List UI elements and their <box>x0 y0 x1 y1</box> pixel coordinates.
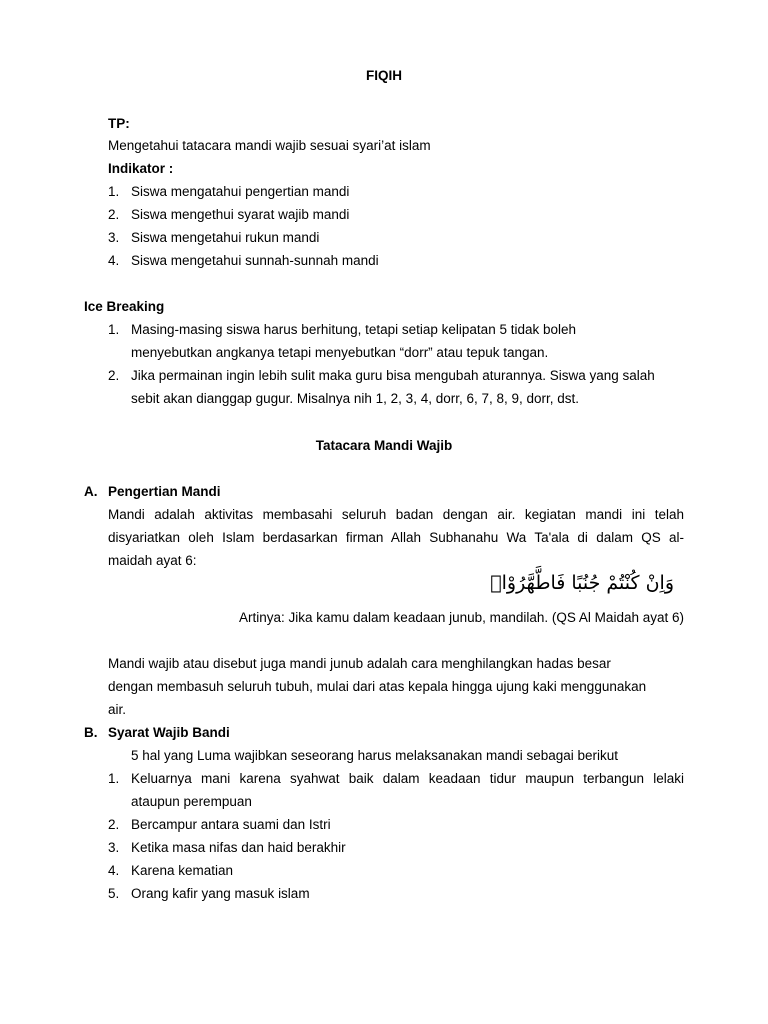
section-a-letter: A. <box>84 484 98 499</box>
page-title: FIQIH <box>366 68 402 83</box>
section-title: Tatacara Mandi Wajib <box>315 438 453 453</box>
ice-breaking-number: 2. <box>108 368 120 383</box>
indikator-label: Indikator : <box>108 161 174 176</box>
syarat-line: Ketika masa nifas dan haid berakhir <box>131 840 346 855</box>
ice-breaking-heading: Ice Breaking <box>84 299 165 314</box>
paragraph-line: Mandi adalah aktivitas membasahi seluruh badan dengan air. kegiatan mandi ini telah <box>108 507 684 522</box>
syarat-number: 2. <box>108 817 120 832</box>
ice-breaking-line: sebit akan dianggap gugur. Misalnya nih 1, 2, 3, 4, dorr, 6, 7, 8, 9, dorr, dst. <box>131 391 580 406</box>
syarat-line: Bercampur antara suami dan Istri <box>131 817 331 832</box>
syarat-number: 4. <box>108 863 120 878</box>
indikator-number: 1. <box>108 184 120 199</box>
syarat-number: 1. <box>108 771 120 786</box>
indikator-item: Siswa mengatahui pengertian mandi <box>131 184 350 199</box>
section-b-heading: Syarat Wajib Bandi <box>108 725 230 740</box>
indikator-item: Siswa mengetahui rukun mandi <box>131 230 320 245</box>
paragraph-line: maidah ayat 6: <box>108 553 197 568</box>
section-a-heading: Pengertian Mandi <box>108 484 221 499</box>
tp-text: Mengetahui tatacara mandi wajib sesuai syari’at islam <box>108 138 431 153</box>
syarat-line: ataupun perempuan <box>131 794 252 809</box>
arabic-verse: وَاِنْ كُنْتُمْ جُنُبًا فَاطَّهَّرُوْاۗ <box>490 572 674 594</box>
ice-breaking-line: Masing-masing siswa harus berhitung, tetapi setiap kelipatan 5 tidak boleh <box>131 322 577 337</box>
verse-translation: Artinya: Jika kamu dalam keadaan junub, mandilah. (QS Al Maidah ayat 6) <box>239 610 684 625</box>
syarat-line: Keluarnya mani karena syahwat baik dalam keadaan tidur maupun terbangun lelaki <box>131 771 684 786</box>
ice-breaking-line: Jika permainan ingin lebih sulit maka guru bisa mengubah aturannya. Siswa yang salah <box>131 368 655 383</box>
ice-breaking-number: 1. <box>108 322 120 337</box>
syarat-number: 3. <box>108 840 120 855</box>
syarat-line: Orang kafir yang masuk islam <box>131 886 310 901</box>
paragraph-line: dengan membasuh seluruh tubuh, mulai dari atas kepala hingga ujung kaki menggunakan <box>108 679 647 694</box>
paragraph-line: Mandi wajib atau disebut juga mandi junub adalah cara menghilangkan hadas besar <box>108 656 611 671</box>
indikator-item: Siswa mengetahui sunnah-sunnah mandi <box>131 253 379 268</box>
paragraph-line: air. <box>108 702 127 717</box>
syarat-number: 5. <box>108 886 120 901</box>
syarat-line: Karena kematian <box>131 863 234 878</box>
section-b-intro: 5 hal yang Luma wajibkan seseorang harus melaksanakan mandi sebagai berikut <box>131 748 619 763</box>
indikator-item: Siswa mengethui syarat wajib mandi <box>131 207 350 222</box>
tp-label: TP: <box>108 116 130 131</box>
section-b-letter: B. <box>84 725 98 740</box>
ice-breaking-line: menyebutkan angkanya tetapi menyebutkan “dorr” atau tepuk tangan. <box>131 345 549 360</box>
indikator-number: 2. <box>108 207 120 222</box>
indikator-number: 4. <box>108 253 120 268</box>
paragraph-line: disyariatkan oleh Islam berdasarkan firman Allah Subhanahu Wa Ta'ala di dalam QS al- <box>108 530 684 545</box>
indikator-number: 3. <box>108 230 120 245</box>
